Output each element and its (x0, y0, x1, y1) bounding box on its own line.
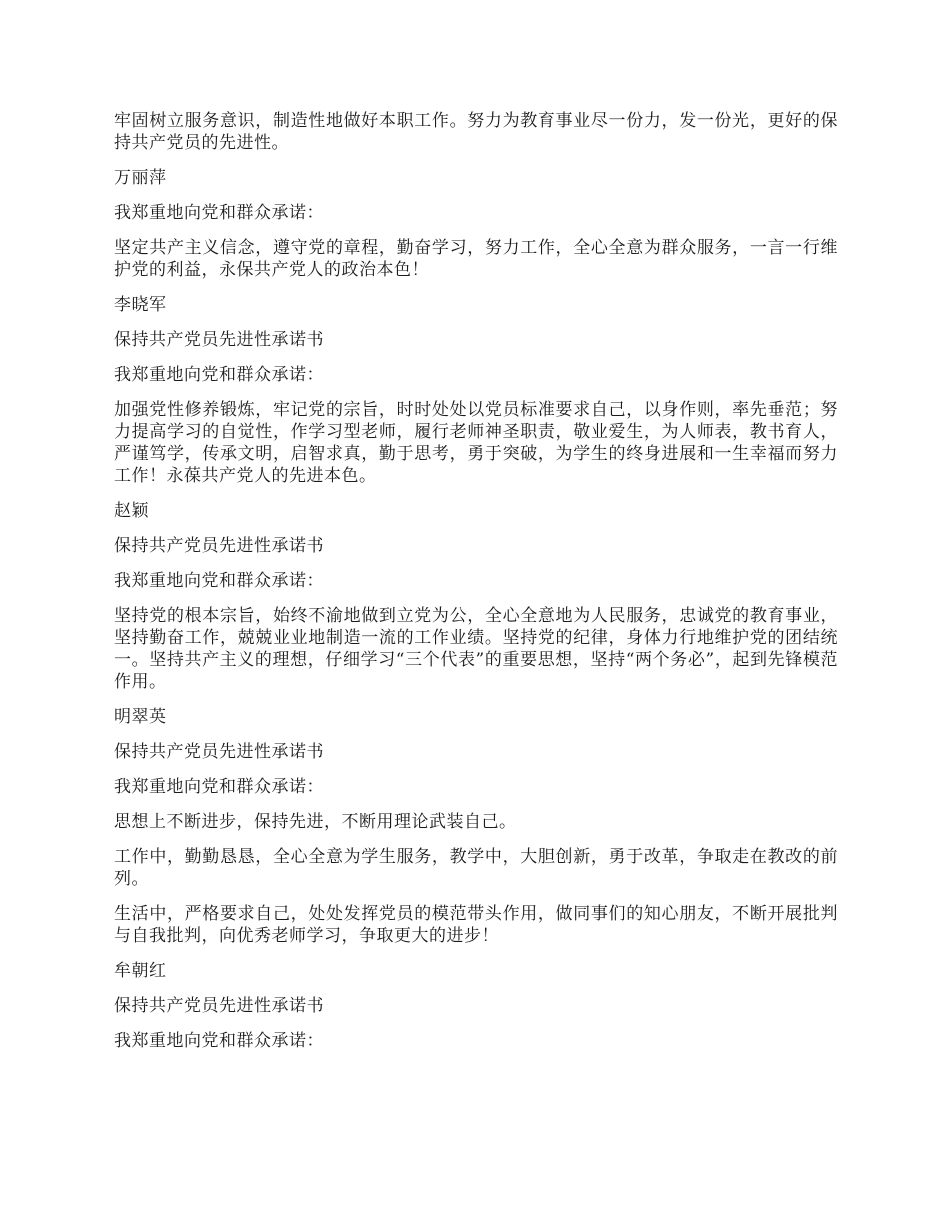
paragraph: 牢固树立服务意识，制造性地做好本职工作。努力为教育事业尽一份力，发一份光，更好的保持共产党员的先进性。 (114, 111, 838, 153)
pledge-intro: 我郑重地向党和群众承诺： (114, 777, 324, 797)
paragraph: 生活中，严格要求自己，处处发挥党员的模范带头作用，做同事们的知心朋友，不断开展批判与自我批判，向优秀老师学习，争取更大的进步！ (114, 904, 838, 946)
signatory-name: 万丽萍 (114, 168, 167, 188)
paragraph: 坚持党的根本宗旨，始终不渝地做到立党为公，全心全意地为人民服务，忠诚党的教育事业，坚持勤奋工作，兢兢业业地制造一流的工作业绩。坚持党的纪律，身体力行地维护党的团结统一。坚持共产主义的理想，仔细学习“三个代表”的重要思想，坚持“两个务必”，起到先锋模范作用。 (114, 606, 838, 692)
pledge-title: 保持共产党员先进性承诺书 (114, 996, 324, 1016)
signatory-name: 赵颖 (114, 501, 149, 521)
document-body (114, 110, 838, 1065)
pledge-title: 保持共产党员先进性承诺书 (114, 536, 324, 556)
signatory-name: 牟朝红 (114, 961, 167, 981)
pledge-intro: 我郑重地向党和群众承诺： (114, 365, 324, 385)
pledge-intro: 我郑重地向党和群众承诺： (114, 571, 324, 591)
paragraph: 加强党性修养锻炼，牢记党的宗旨，时时处处以党员标准要求自己，以身作则，率先垂范；努力提高学习的自觉性，作学习型老师，履行老师神圣职责，敬业爱生，为人师表，教书育人，严谨笃学，传承文明，启智求真，勤于思考，勇于突破，为学生的终身进展和一生幸福而努力工作！永葆共产党人的先进本色。 (114, 400, 838, 486)
pledge-intro: 我郑重地向党和群众承诺： (114, 203, 324, 223)
pledge-intro: 我郑重地向党和群众承诺： (114, 1031, 324, 1051)
pledge-title: 保持共产党员先进性承诺书 (114, 742, 324, 762)
paragraph: 工作中，勤勤恳恳，全心全意为学生服务，教学中，大胆创新，勇于改革，争取走在教改的前列。 (114, 847, 838, 889)
pledge-title: 保持共产党员先进性承诺书 (114, 330, 324, 350)
paragraph: 坚定共产主义信念，遵守党的章程，勤奋学习，努力工作，全心全意为群众服务，一言一行维护党的利益，永保共产党人的政治本色！ (114, 238, 838, 280)
signatory-name: 明翠英 (114, 707, 167, 727)
signatory-name: 李晓军 (114, 295, 167, 315)
paragraph: 思想上不断进步，保持先进，不断用理论武装自己。 (114, 812, 517, 832)
